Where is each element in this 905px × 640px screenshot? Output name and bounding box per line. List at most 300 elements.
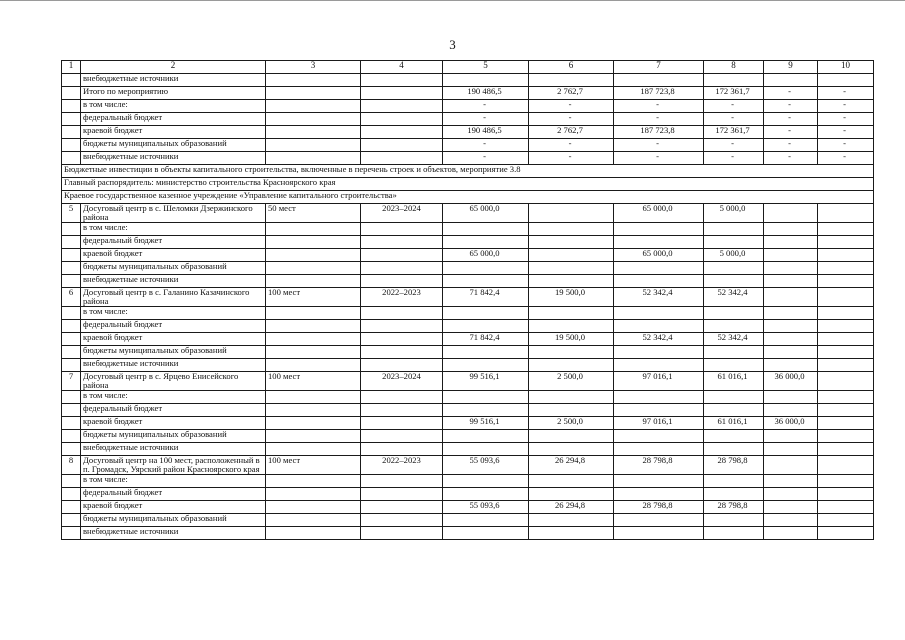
value-cell: [704, 488, 764, 501]
table-row: [62, 488, 874, 501]
capacity-cell: [266, 346, 361, 359]
value-cell: [529, 514, 614, 527]
value-cell: 71 842,4: [443, 288, 529, 307]
value-cell: [443, 307, 529, 320]
value-cell: [704, 223, 764, 236]
row-number-cell: [62, 333, 81, 346]
value-cell: [818, 74, 874, 87]
period-cell: [361, 249, 443, 262]
value-cell: [764, 359, 818, 372]
row-number-cell: [62, 527, 81, 540]
table-row: [62, 100, 874, 113]
object-number: 8: [62, 456, 81, 475]
value-cell: [764, 320, 818, 333]
value-cell: 187 723,8: [614, 87, 704, 100]
row-label: в том числе:: [81, 391, 266, 404]
period-cell: [361, 74, 443, 87]
value-cell: [614, 307, 704, 320]
value-cell: 61 016,1: [704, 417, 764, 430]
value-cell: 5 000,0: [704, 204, 764, 223]
value-cell: 61 016,1: [704, 372, 764, 391]
capacity-cell: [266, 443, 361, 456]
value-cell: [443, 320, 529, 333]
capacity-cell: [266, 74, 361, 87]
value-cell: [614, 275, 704, 288]
value-cell: 2 762,7: [529, 126, 614, 139]
value-cell: [764, 249, 818, 262]
value-cell: -: [614, 113, 704, 126]
value-cell: -: [704, 113, 764, 126]
column-number: 6: [529, 61, 614, 74]
value-cell: -: [818, 126, 874, 139]
period-cell: [361, 320, 443, 333]
table-row: [62, 74, 874, 87]
value-cell: [764, 262, 818, 275]
table-body: [62, 61, 874, 540]
table-row: [62, 249, 874, 262]
period-cell: [361, 417, 443, 430]
value-cell: -: [529, 100, 614, 113]
value-cell: [443, 527, 529, 540]
column-number: 4: [361, 61, 443, 74]
object-period: 2023–2024: [361, 372, 443, 391]
value-cell: [818, 443, 874, 456]
table-row: [62, 359, 874, 372]
section-row: [62, 178, 874, 191]
row-number-cell: [62, 74, 81, 87]
capacity-cell: [266, 320, 361, 333]
capacity-cell: [266, 275, 361, 288]
value-cell: [529, 488, 614, 501]
table-row: [62, 236, 874, 249]
capacity-cell: [266, 501, 361, 514]
value-cell: [764, 307, 818, 320]
value-cell: [704, 430, 764, 443]
value-cell: [529, 204, 614, 223]
row-number-cell: [62, 307, 81, 320]
object-number: 5: [62, 204, 81, 223]
table-row: [62, 87, 874, 100]
capacity-cell: [266, 113, 361, 126]
capacity-cell: [266, 262, 361, 275]
period-cell: [361, 126, 443, 139]
value-cell: [764, 204, 818, 223]
value-cell: [704, 320, 764, 333]
value-cell: [764, 527, 818, 540]
value-cell: [818, 204, 874, 223]
object-capacity: 100 мест: [266, 372, 361, 391]
value-cell: [529, 236, 614, 249]
value-cell: -: [443, 152, 529, 165]
value-cell: [764, 275, 818, 288]
value-cell: [443, 475, 529, 488]
value-cell: [443, 346, 529, 359]
capacity-cell: [266, 236, 361, 249]
value-cell: -: [704, 152, 764, 165]
value-cell: [614, 320, 704, 333]
capacity-cell: [266, 249, 361, 262]
value-cell: 36 000,0: [764, 372, 818, 391]
value-cell: [764, 236, 818, 249]
value-cell: [764, 501, 818, 514]
value-cell: [614, 359, 704, 372]
object-period: 2023–2024: [361, 204, 443, 223]
value-cell: 52 342,4: [614, 333, 704, 346]
value-cell: [764, 333, 818, 346]
value-cell: 28 798,8: [704, 456, 764, 475]
row-label: в том числе:: [81, 307, 266, 320]
row-label: федеральный бюджет: [81, 488, 266, 501]
row-number-cell: [62, 501, 81, 514]
value-cell: 2 500,0: [529, 417, 614, 430]
row-label: в том числе:: [81, 475, 266, 488]
value-cell: [529, 430, 614, 443]
value-cell: -: [704, 139, 764, 152]
value-cell: 52 342,4: [614, 288, 704, 307]
value-cell: 2 762,7: [529, 87, 614, 100]
value-cell: [529, 443, 614, 456]
object-capacity: 100 мест: [266, 456, 361, 475]
row-label: внебюджетные источники: [81, 443, 266, 456]
row-number-cell: [62, 391, 81, 404]
object-capacity: 100 мест: [266, 288, 361, 307]
table-row: [62, 223, 874, 236]
value-cell: [818, 320, 874, 333]
section-title: Краевое государственное казенное учреждение «Управление капитального строительства»: [62, 191, 874, 204]
table-row: [62, 262, 874, 275]
row-label: Итого по мероприятию: [81, 87, 266, 100]
row-number-cell: [62, 87, 81, 100]
value-cell: -: [443, 139, 529, 152]
value-cell: [704, 391, 764, 404]
row-label: краевой бюджет: [81, 249, 266, 262]
section-title: Главный распорядитель: министерство строительства Красноярского края: [62, 178, 874, 191]
value-cell: -: [529, 113, 614, 126]
value-cell: -: [443, 100, 529, 113]
row-number-cell: [62, 417, 81, 430]
value-cell: [529, 74, 614, 87]
value-cell: [704, 262, 764, 275]
value-cell: -: [818, 87, 874, 100]
period-cell: [361, 152, 443, 165]
value-cell: [704, 74, 764, 87]
row-number-cell: [62, 475, 81, 488]
object-number: 6: [62, 288, 81, 307]
value-cell: [818, 501, 874, 514]
value-cell: 187 723,8: [614, 126, 704, 139]
value-cell: 65 000,0: [614, 249, 704, 262]
table-row: [62, 443, 874, 456]
value-cell: [704, 346, 764, 359]
row-label: внебюджетные источники: [81, 527, 266, 540]
value-cell: [764, 391, 818, 404]
object-name: Досуговый центр в с. Шеломки Дзержинского района: [81, 204, 266, 223]
value-cell: 28 798,8: [614, 501, 704, 514]
row-label: в том числе:: [81, 223, 266, 236]
row-label: федеральный бюджет: [81, 320, 266, 333]
period-cell: [361, 443, 443, 456]
value-cell: [443, 275, 529, 288]
value-cell: [529, 249, 614, 262]
object-row: [62, 456, 874, 475]
value-cell: [764, 404, 818, 417]
value-cell: [443, 236, 529, 249]
value-cell: -: [529, 139, 614, 152]
object-name: Досуговый центр в с. Ярцево Енисейского района: [81, 372, 266, 391]
value-cell: 28 798,8: [614, 456, 704, 475]
value-cell: [614, 527, 704, 540]
table-row: [62, 275, 874, 288]
period-cell: [361, 430, 443, 443]
value-cell: [818, 514, 874, 527]
value-cell: [764, 514, 818, 527]
value-cell: [704, 514, 764, 527]
value-cell: [764, 488, 818, 501]
value-cell: 97 016,1: [614, 372, 704, 391]
row-number-cell: [62, 359, 81, 372]
value-cell: [764, 443, 818, 456]
period-cell: [361, 223, 443, 236]
column-number: 1: [62, 61, 81, 74]
value-cell: -: [614, 152, 704, 165]
value-cell: [614, 346, 704, 359]
value-cell: -: [529, 152, 614, 165]
value-cell: 99 516,1: [443, 372, 529, 391]
value-cell: [614, 430, 704, 443]
period-cell: [361, 275, 443, 288]
column-number: 3: [266, 61, 361, 74]
value-cell: [818, 346, 874, 359]
row-number-cell: [62, 404, 81, 417]
value-cell: [818, 527, 874, 540]
value-cell: [614, 443, 704, 456]
value-cell: [704, 359, 764, 372]
value-cell: 55 093,6: [443, 456, 529, 475]
object-number: 7: [62, 372, 81, 391]
capacity-cell: [266, 359, 361, 372]
object-row: [62, 372, 874, 391]
value-cell: [818, 236, 874, 249]
row-number-cell: [62, 249, 81, 262]
value-cell: -: [764, 152, 818, 165]
value-cell: 99 516,1: [443, 417, 529, 430]
value-cell: [614, 74, 704, 87]
object-name: Досуговый центр на 100 мест, расположенный в п. Громадск, Уярский район Красноярского края: [81, 456, 266, 475]
value-cell: [818, 456, 874, 475]
object-row: [62, 204, 874, 223]
value-cell: -: [818, 100, 874, 113]
value-cell: [764, 223, 818, 236]
value-cell: [443, 262, 529, 275]
value-cell: [529, 320, 614, 333]
value-cell: [529, 307, 614, 320]
value-cell: -: [764, 113, 818, 126]
value-cell: [818, 417, 874, 430]
value-cell: [704, 475, 764, 488]
row-label: краевой бюджет: [81, 501, 266, 514]
capacity-cell: [266, 404, 361, 417]
row-label: краевой бюджет: [81, 126, 266, 139]
value-cell: 36 000,0: [764, 417, 818, 430]
table-row: [62, 346, 874, 359]
value-cell: [614, 262, 704, 275]
value-cell: [764, 456, 818, 475]
value-cell: [818, 275, 874, 288]
row-number-cell: [62, 430, 81, 443]
value-cell: [818, 249, 874, 262]
value-cell: 71 842,4: [443, 333, 529, 346]
value-cell: [529, 262, 614, 275]
capacity-cell: [266, 139, 361, 152]
period-cell: [361, 404, 443, 417]
value-cell: 65 000,0: [614, 204, 704, 223]
value-cell: [704, 527, 764, 540]
value-cell: 65 000,0: [443, 249, 529, 262]
value-cell: [529, 346, 614, 359]
row-label: федеральный бюджет: [81, 113, 266, 126]
row-label: бюджеты муниципальных образований: [81, 262, 266, 275]
row-label: внебюджетные источники: [81, 74, 266, 87]
value-cell: 172 361,7: [704, 87, 764, 100]
value-cell: 5 000,0: [704, 249, 764, 262]
period-cell: [361, 359, 443, 372]
column-number: 10: [818, 61, 874, 74]
section-row: [62, 165, 874, 178]
value-cell: 26 294,8: [529, 456, 614, 475]
value-cell: [818, 391, 874, 404]
value-cell: [443, 391, 529, 404]
value-cell: [764, 475, 818, 488]
row-number-cell: [62, 113, 81, 126]
capacity-cell: [266, 152, 361, 165]
column-number: 2: [81, 61, 266, 74]
value-cell: [764, 288, 818, 307]
object-period: 2022–2023: [361, 288, 443, 307]
value-cell: [818, 262, 874, 275]
value-cell: [704, 443, 764, 456]
value-cell: -: [818, 113, 874, 126]
capacity-cell: [266, 391, 361, 404]
period-cell: [361, 514, 443, 527]
page-top-border: [0, 0, 905, 1]
value-cell: 52 342,4: [704, 333, 764, 346]
row-number-cell: [62, 100, 81, 113]
capacity-cell: [266, 417, 361, 430]
row-number-cell: [62, 488, 81, 501]
capacity-cell: [266, 87, 361, 100]
period-cell: [361, 475, 443, 488]
row-label: внебюджетные источники: [81, 275, 266, 288]
value-cell: -: [818, 152, 874, 165]
value-cell: [443, 488, 529, 501]
row-number-cell: [62, 236, 81, 249]
value-cell: [529, 527, 614, 540]
value-cell: [443, 443, 529, 456]
value-cell: [818, 475, 874, 488]
value-cell: [764, 346, 818, 359]
value-cell: -: [764, 87, 818, 100]
value-cell: [704, 307, 764, 320]
row-number-cell: [62, 443, 81, 456]
column-number: 8: [704, 61, 764, 74]
row-label: бюджеты муниципальных образований: [81, 430, 266, 443]
period-cell: [361, 100, 443, 113]
row-number-cell: [62, 514, 81, 527]
period-cell: [361, 113, 443, 126]
column-number: 5: [443, 61, 529, 74]
value-cell: [529, 475, 614, 488]
section-row: [62, 191, 874, 204]
value-cell: [704, 404, 764, 417]
value-cell: 55 093,6: [443, 501, 529, 514]
period-cell: [361, 391, 443, 404]
column-number-row: [62, 61, 874, 74]
value-cell: [764, 430, 818, 443]
section-title: Бюджетные инвестиции в объекты капитального строительства, включенные в перечень строек и объектов, мероприятие 3.8: [62, 165, 874, 178]
period-cell: [361, 139, 443, 152]
value-cell: 52 342,4: [704, 288, 764, 307]
value-cell: -: [764, 126, 818, 139]
value-cell: [818, 223, 874, 236]
value-cell: [818, 333, 874, 346]
table-row: [62, 514, 874, 527]
object-name: Досуговый центр в с. Галанино Казачинского района: [81, 288, 266, 307]
value-cell: [818, 372, 874, 391]
row-label: в том числе:: [81, 100, 266, 113]
capacity-cell: [266, 307, 361, 320]
object-capacity: 50 мест: [266, 204, 361, 223]
value-cell: [614, 391, 704, 404]
capacity-cell: [266, 514, 361, 527]
value-cell: 2 500,0: [529, 372, 614, 391]
table-row: [62, 152, 874, 165]
period-cell: [361, 262, 443, 275]
table-row: [62, 139, 874, 152]
budget-table: [61, 60, 874, 540]
row-label: федеральный бюджет: [81, 404, 266, 417]
row-number-cell: [62, 126, 81, 139]
value-cell: [614, 404, 704, 417]
value-cell: 19 500,0: [529, 288, 614, 307]
value-cell: 97 016,1: [614, 417, 704, 430]
value-cell: [443, 404, 529, 417]
table-row: [62, 126, 874, 139]
table-row: [62, 113, 874, 126]
value-cell: 190 486,5: [443, 87, 529, 100]
value-cell: 26 294,8: [529, 501, 614, 514]
period-cell: [361, 501, 443, 514]
value-cell: -: [443, 113, 529, 126]
period-cell: [361, 236, 443, 249]
row-label: краевой бюджет: [81, 333, 266, 346]
value-cell: [764, 74, 818, 87]
period-cell: [361, 527, 443, 540]
value-cell: [529, 275, 614, 288]
value-cell: 172 361,7: [704, 126, 764, 139]
row-number-cell: [62, 152, 81, 165]
table-row: [62, 391, 874, 404]
value-cell: [704, 236, 764, 249]
value-cell: [529, 391, 614, 404]
capacity-cell: [266, 430, 361, 443]
value-cell: [614, 475, 704, 488]
table-row: [62, 320, 874, 333]
row-label: внебюджетные источники: [81, 359, 266, 372]
value-cell: 19 500,0: [529, 333, 614, 346]
row-label: краевой бюджет: [81, 417, 266, 430]
value-cell: [818, 430, 874, 443]
column-number: 7: [614, 61, 704, 74]
